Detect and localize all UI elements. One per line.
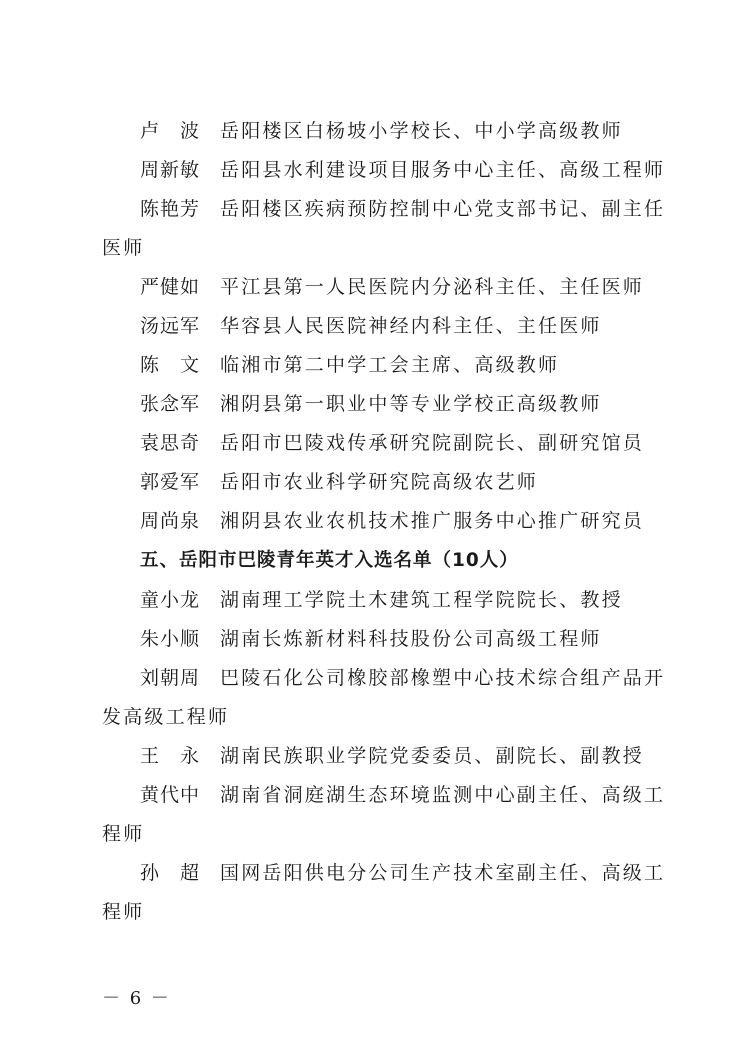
person-title: 巴陵石化公司橡胶部橡塑中心技术综合组产品开 (220, 667, 666, 689)
list-item (140, 467, 700, 497)
person-title: 岳阳楼区疾病预防控制中心党支部书记、副主任 (220, 198, 666, 220)
person-name: 刘朝周 (140, 667, 201, 689)
section-heading: 五、岳阳市巴陵青年英才入选名单（10人） (140, 550, 519, 571)
list-item (140, 155, 700, 185)
list-item (140, 194, 700, 224)
person-name: 陈 文 (140, 354, 201, 376)
list-item (140, 350, 700, 380)
list-item-continuation (102, 897, 662, 927)
list-item (140, 389, 700, 419)
list-item (140, 624, 700, 654)
person-title-continuation: 医师 (102, 237, 145, 259)
list-item (140, 428, 700, 458)
person-name: 严健如 (140, 276, 201, 298)
person-title: 湖南民族职业学院党委委员、副院长、副教授 (220, 745, 645, 767)
person-title: 湖南省洞庭湖生态环境监测中心副主任、高级工 (220, 784, 666, 806)
person-title: 临湘市第二中学工会主席、高级教师 (220, 354, 560, 376)
list-item (140, 858, 700, 888)
person-name: 袁思奇 (140, 432, 201, 454)
person-name: 孙 超 (140, 862, 201, 884)
person-name: 周尚泉 (140, 510, 201, 532)
person-title: 湖南长炼新材料科技股份公司高级工程师 (220, 628, 602, 650)
person-name: 周新敏 (140, 159, 201, 181)
list-item (140, 663, 700, 693)
person-title: 湘阴县第一职业中等专业学校正高级教师 (220, 393, 602, 415)
person-title: 岳阳楼区白杨坡小学校长、中小学高级教师 (220, 120, 623, 142)
person-title: 平江县第一人民医院内分泌科主任、主任医师 (220, 276, 645, 298)
list-item-continuation (102, 819, 662, 849)
person-title: 岳阳市农业科学研究院高级农艺师 (220, 471, 539, 493)
list-item (140, 506, 700, 536)
person-title-continuation: 发高级工程师 (102, 706, 230, 728)
page-number: － 6 － (102, 988, 171, 1009)
person-name: 陈艳芳 (140, 198, 201, 220)
person-name: 卢 波 (140, 120, 201, 142)
person-title-continuation: 程师 (102, 901, 145, 923)
person-title: 湘阴县农业农机技术推广服务中心推广研究员 (220, 510, 645, 532)
person-name: 王 永 (140, 745, 201, 767)
person-name: 童小龙 (140, 589, 201, 611)
list-item (140, 741, 700, 771)
person-title-continuation: 程师 (102, 823, 145, 845)
person-name: 张念军 (140, 393, 201, 415)
list-item (140, 780, 700, 810)
list-item (140, 585, 700, 615)
person-title: 国网岳阳供电分公司生产技术室副主任、高级工 (220, 862, 666, 884)
list-item (140, 116, 700, 146)
person-title: 华容县人民医院神经内科主任、主任医师 (220, 315, 602, 337)
list-item-continuation (102, 233, 662, 263)
list-item-continuation (102, 702, 662, 732)
person-name: 汤远军 (140, 315, 201, 337)
person-name: 黄代中 (140, 784, 201, 806)
person-name: 朱小顺 (140, 628, 201, 650)
list-item (140, 272, 700, 302)
person-title: 岳阳市巴陵戏传承研究院副院长、副研究馆员 (220, 432, 645, 454)
person-title: 湖南理工学院土木建筑工程学院院长、教授 (220, 589, 623, 611)
person-name: 郭爱军 (140, 471, 201, 493)
person-title: 岳阳县水利建设项目服务中心主任、高级工程师 (220, 159, 666, 181)
list-item (140, 311, 700, 341)
